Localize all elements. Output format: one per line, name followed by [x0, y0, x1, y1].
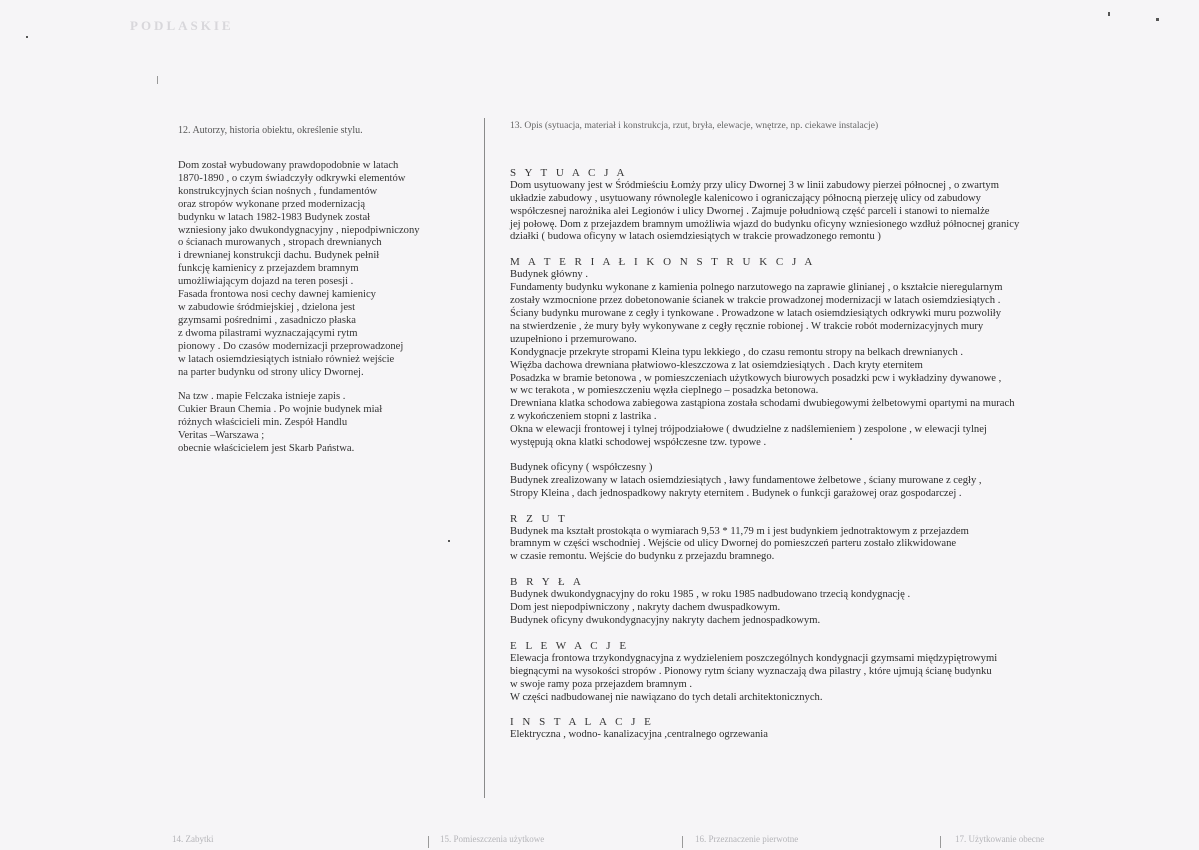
form-footer [0, 834, 1199, 850]
text-line: uzupełniono i przemurowano. [510, 333, 637, 345]
history-section [178, 125, 458, 456]
scan-speck [157, 76, 158, 84]
text-line: Budynek oficyny dwukondygnacyjny nakryty dachem jednospadkowym. [510, 615, 821, 626]
text-line: w zabudowie śródmiejskiej , dzielona jest [178, 301, 356, 313]
footer-item-14: 14. Zabytki [172, 834, 214, 844]
instalacje-text: Elektryczna , wodno- kanalizacyjna ,centralnego ogrzewania [510, 729, 768, 741]
text-line: układzie zabudowy , usytuowany równolegle kalenicowo i ograniczający północną pierzeję ulicy od zabudowy [510, 192, 981, 204]
scan-speck [850, 438, 852, 440]
text-line: Fasada frontowa nosi cechy dawnej kamienicy [178, 289, 376, 301]
scan-speck [1156, 18, 1159, 21]
material-text [510, 269, 1070, 450]
text-line: o ścianach murowanych , stropach drewnianych [178, 237, 382, 249]
text-line: Dom został wybudowany prawdopodobnie w latach [178, 160, 399, 171]
column-divider [484, 118, 485, 798]
text-line: umożliwiającym dojazd na teren posesji . [178, 276, 354, 288]
text-line: z wykończeniem stopni z lastrika . [510, 411, 657, 423]
text-line: różnych właścicieli min. Zespół Handlu [178, 417, 348, 429]
text-line: gzymsami pośrednimi , zasadniczo płaska [178, 314, 356, 326]
text-line: występują okna klatki schodowej współczesne tzw. typowe . [510, 437, 767, 449]
text-line: na parter budynku od strony ulicy Dwornej. [178, 366, 364, 378]
sytuacja-heading: S Y T U A C J A [510, 166, 628, 179]
description-section [510, 120, 1070, 742]
text-line: w wc terakota , w pomieszczeniu węzła cieplnego – posadzka betonowa. [510, 385, 819, 397]
text-line: oraz stropów wykonane przed modernizacją [178, 198, 366, 210]
text-line: Budynek zrealizowany w latach osiemdziesiątych , ławy fundamentowe żelbetowe , ściany murowane z cegły , [510, 474, 982, 486]
text-line: biegnącymi na wysokości stropów . Pionowy rytm ściany wyznaczają dwa pilastry , które ujmują ścianę budynku [510, 665, 992, 677]
text-line: bramnym w części wschodniej . Wejście od ulicy Dwornej do pomieszczeń parteru zostało zlikwidowane [510, 538, 957, 550]
footer-divider [940, 836, 941, 848]
text-line: konstrukcyjnych ścian nośnych , fundamentów [178, 185, 378, 197]
text-line: zostały wzmocnione przez dobetonowanie ścianek w trakcie prowadzonej modernizacji w latach osiemdziesiątych . [510, 295, 1001, 307]
text-line: działki ( budowa oficyny w latach osiemdziesiątych w trakcie prowadzonego remontu ) [510, 231, 881, 243]
text-line: pionowy . Do czasów modernizacji przeprowadzonej [178, 340, 404, 352]
text-line: Budynek oficyny ( współczesny ) [510, 461, 653, 473]
sytuacja-text [510, 180, 1070, 245]
scan-speck [1108, 12, 1110, 16]
text-line: i drewnianej konstrukcji dachu. Budynek pełnił [178, 250, 380, 262]
scan-speck [448, 540, 450, 542]
text-line: Drewniana klatka schodowa zabiegowa zastąpiona została schodami dwubiegowymi żelbetowymi opartymi na murach [510, 398, 1015, 410]
text-line: Okna w elewacji frontowej i tylnej trójpodziałowe ( dwudzielne z nadślemieniem ) zespolone , w elewacji tylnej [510, 424, 987, 436]
text-line: funkcję kamienicy z przejazdem bramnym [178, 263, 359, 275]
text-line: Na tzw . mapie Felczaka istnieje zapis . [178, 391, 346, 403]
rzut-heading: R Z U T [510, 512, 568, 525]
rzut-text [510, 526, 1070, 565]
material-heading: M A T E R I A Ł I K O N S T R U K C J A [510, 256, 816, 269]
footer-divider [428, 836, 429, 848]
elewacje-heading: E L E W A C J E [510, 639, 630, 652]
footer-divider [682, 836, 683, 848]
footer-item-16: 16. Przeznaczenie pierwotne [695, 834, 799, 844]
history-section-title: 12. Autorzy, historia obiektu, określenie stylu. [178, 125, 363, 136]
elewacje-text [510, 653, 1070, 705]
text-line: W części nadbudowanej nie nawiązano do tych detali architektonicznych. [510, 691, 823, 703]
text-line: jej połowę. Dom z przejazdem bramnym umożliwia wjazd do budynku oficyny wzniesionego wzdłuż północnej granicy [510, 218, 1020, 230]
text-line: Posadzka w bramie betonowa , w pomieszczeniach użytkowych biurowych posadzki pcw i wykładziny dywanowe , [510, 372, 1002, 384]
text-line: Stropy Kleina , dach jednospadkowy nakryty eternitem . Budynek o funkcji garażowej oraz gospodarczej . [510, 487, 962, 499]
text-line: Dom usytuowany jest w Śródmieściu Łomży przy ulicy Dwornej 3 w linii zabudowy pierzei północnej , o zwartym [510, 179, 999, 191]
history-paragraph-1 [178, 160, 458, 379]
text-line: Budynek główny . [510, 269, 588, 281]
text-line: 1870-1890 , o czym świadczyły odkrywki elementów [178, 172, 406, 184]
text-line: Cukier Braun Chemia . Po wojnie budynek miał [178, 404, 383, 416]
faint-page-header: PODLASKIE [130, 18, 234, 33]
text-line: Veritas –Warszawa ; [178, 430, 265, 442]
text-line: Ściany budynku murowane z cegły i tynkowane . Prowadzone w latach osiemdziesiątych odkrywki muru pozwoliły [510, 307, 1002, 319]
oficyna-text [510, 462, 1070, 501]
text-line: wzniesiony jako dwukondygnacyjny , niepodpiwniczony [178, 224, 420, 236]
text-line: Fundamenty budynku wykonane z kamienia polnego narzutowego na zaprawie glinianej , o kształcie nieregularnym [510, 282, 1003, 294]
text-line: Kondygnacje przekryte stropami Kleina typu lekkiego , do czasu remontu stropy na belkach drewnianych . [510, 346, 964, 358]
text-line: z dwoma pilastrami wyznaczającymi rytm [178, 327, 358, 339]
bryla-heading: B R Y Ł A [510, 576, 584, 589]
text-line: obecnie właścicielem jest Skarb Państwa. [178, 443, 355, 455]
description-section-title: 13. Opis (sytuacja, materiał i konstrukcja, rzut, bryła, elewacje, wnętrze, np. ciekawe instalacje) [510, 120, 879, 131]
scan-speck [26, 36, 28, 38]
bryla-text [510, 589, 1070, 628]
instalacje-heading: I N S T A L A C J E [510, 716, 654, 729]
text-line: w latach osiemdziesiątych istniało również wejście [178, 353, 395, 365]
footer-item-17: 17. Użytkowanie obecne [955, 834, 1045, 844]
text-line: Budynek ma kształt prostokąta o wymiarach 9,53 * 11,79 m i jest budynkiem jednotraktowym z przejazdem [510, 525, 969, 537]
text-line: budynku w latach 1982-1983 Budynek został [178, 211, 371, 223]
text-line: Dom jest niepodpiwniczony , nakryty dachem dwuspadkowym. [510, 602, 781, 614]
history-paragraph-2 [178, 391, 458, 456]
text-line: na stwierdzenie , że mury były wykonywane z cegły ręcznie robionej . W trakcie robót modernizacyjnych mury [510, 320, 984, 332]
text-line: w swoje ramy poza przejazdem bramnym . [510, 678, 693, 690]
text-line: Więźba dachowa drewniana płatwiowo-kleszczowa z lat osiemdziesiątych . Dach kryty eternitem [510, 359, 923, 371]
text-line: Budynek dwukondygnacyjny do roku 1985 , w roku 1985 nadbudowano trzecią kondygnację . [510, 589, 911, 601]
text-line: w czasie remontu. Wejście do budynku z przejazdu bramnego. [510, 551, 775, 563]
text-line: współczesnej narożnika alei Legionów i ulicy Dwornej . Zajmuje południową część parceli i stanowi to niemalże [510, 205, 990, 217]
footer-item-15: 15. Pomieszczenia użytkowe [440, 834, 545, 844]
text-line: Elewacja frontowa trzykondygnacyjna z wydzieleniem poszczególnych kondygnacji gzymsami międzypiętrowymi [510, 652, 998, 664]
